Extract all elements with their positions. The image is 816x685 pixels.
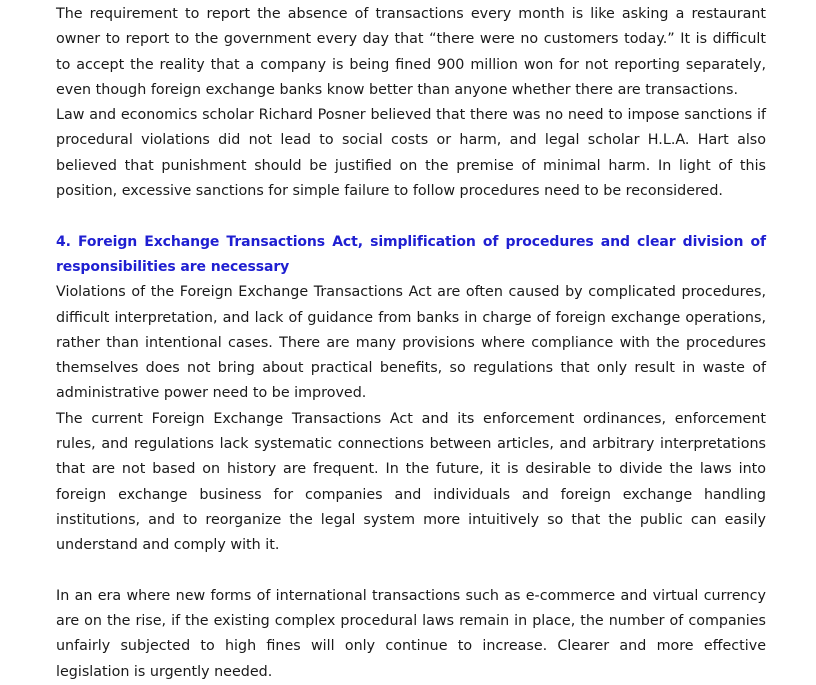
intro-paragraph-1: The requirement to report the absence of transactions every month is like asking a restaurant owner to report to the government every day that “there were no customers today.” It is difficult to accept the reality that a company is being fined 900 million won for not reporting separately, even though foreign exchange banks know better than anyone whether there are transactions. bbox=[56, 6, 766, 98]
intro-paragraph-2: Law and economics scholar Richard Posner believed that there was no need to impose sanctions if procedural violations did not lead to social costs or harm, and legal scholar H.L.A. Hart also believed that punishment should be justified on the premise of minimal harm. In light of this position, excessive sanctions for simple failure to follow procedures need to be reconsidered. bbox=[56, 107, 766, 200]
section-4-paragraph-2: The current Foreign Exchange Transactions Act and its enforcement ordinances, enforcement rules, and regulations lack systematic connections between articles, and arbitrary interpretations that are not based on history are frequent. In the future, it is desirable to divide the laws into foreign exchange business for companies and individuals and foreign exchange handling institutions, and to reorganize the legal system more intuitively so that the public can easily understand and comply with it. bbox=[56, 410, 766, 554]
paragraph-spacer bbox=[56, 204, 766, 229]
article-body bbox=[56, 2, 766, 685]
paragraph-spacer bbox=[56, 559, 766, 584]
section-4-paragraph-1: Violations of the Foreign Exchange Transactions Act are often caused by complicated procedures, difficult interpretation, and lack of guidance from banks in charge of foreign exchange operations, rather than intentional cases. There are many provisions where compliance with the procedures themselves does not bring about practical benefits, so regulations that only result in waste of administrative power need to be improved. bbox=[56, 284, 766, 402]
section-4-heading: 4. Foreign Exchange Transactions Act, simplification of procedures and clear division of responsibilities are necessary bbox=[56, 233, 766, 275]
closing-paragraph: In an era where new forms of international transactions such as e-commerce and virtual currency are on the rise, if the existing complex procedural laws remain in place, the number of companies unfairly subjected to high fines will only continue to increase. Clearer and more effective legislation is urgently needed. bbox=[56, 587, 766, 680]
